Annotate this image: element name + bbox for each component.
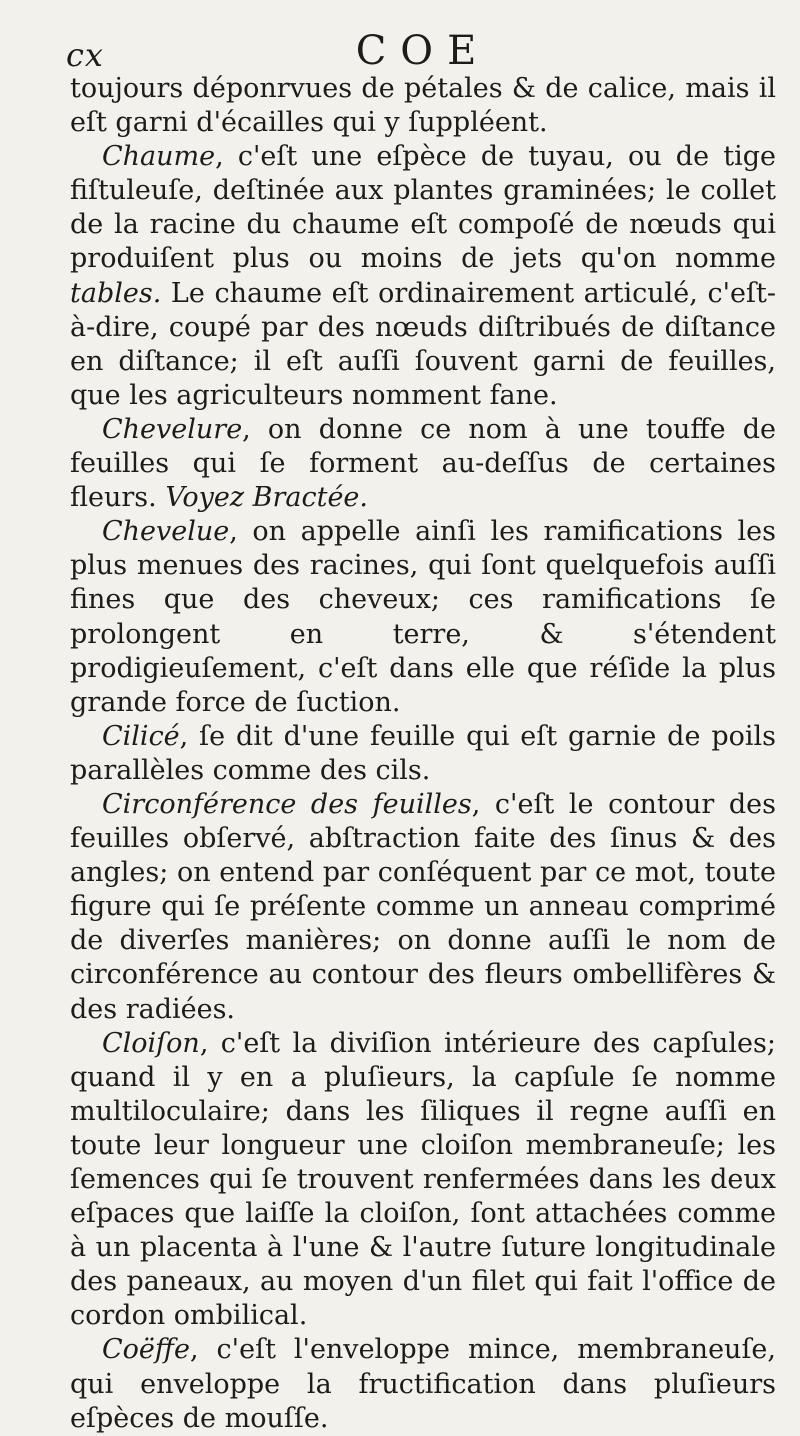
entry-term: Chevelue bbox=[102, 516, 230, 548]
entry-text: , on donne ce nom à une touffe de feuilles qui ſe forment au-deſſus de certaines fleurs. bbox=[70, 413, 776, 514]
entry-term: Cloiſon bbox=[102, 1027, 200, 1059]
entry-text-continued: Le chaume eſt ordinairement articulé, c'eſt-à-dire, coupé par des nœuds diſtribués de diſtance en diſtance; il eſt auſſi ſouvent garni de feuilles, que les agriculteurs nomment fane. bbox=[70, 277, 776, 411]
entry-italic-word: tables. bbox=[70, 277, 162, 309]
entry-cross-reference: Voyez Bractée. bbox=[165, 482, 368, 514]
entry-text: toujours déponrvues de pétales & de calice, mais il eſt garni d'écailles qui y ſuppléent. bbox=[70, 73, 776, 139]
entry-text: , on appelle ainſi les ramifications les plus menues des racines, qui ſont quelquefois auſſi fines que des cheveux; ces ramifications ſe prolongent en terre, & s'étendent prodigieuſement, c'eſt dans elle que réſide la plus grande force de ſuction. bbox=[70, 516, 776, 718]
entry-term: Coëffe bbox=[102, 1334, 191, 1366]
entry-coeffe bbox=[70, 1333, 776, 1435]
entry-term: Circonférence des feuilles bbox=[102, 788, 472, 820]
running-head: COE bbox=[355, 28, 491, 74]
entry-term: Chevelure bbox=[102, 413, 243, 445]
page-header bbox=[66, 22, 776, 74]
entry-circonference bbox=[70, 788, 776, 1027]
page-body bbox=[70, 72, 776, 1436]
entry-chevelure bbox=[70, 413, 776, 515]
entry-term: Chaume bbox=[102, 141, 216, 173]
entry-text: , c'eſt l'enveloppe mince, membraneuſe, qui enveloppe la fructification dans pluſieurs eſpèces de mouſſe. bbox=[70, 1334, 776, 1434]
entry-text: , ſe dit d'une feuille qui eſt garnie de poils parallèles comme des cils. bbox=[70, 720, 776, 786]
entry-text: , c'eſt une eſpèce de tuyau, ou de tige fiſtuleuſe, deſtinée aux plantes graminées; le collet de la racine du chaume eſt compoſé de nœuds qui produiſent plus ou moins de jets qu'on nomme bbox=[70, 141, 776, 275]
entry-text: , c'eſt la diviſion intérieure des capſules; quand il y en a pluſieurs, la capſule ſe nomme multiloculaire; dans les ſiliques il regne auſſi en toute leur longueur une cloiſon membraneuſe; les ſemences qui ſe trouvent renfermées dans les deux eſpaces que laiſſe la cloiſon, ſont attachées comme à un placenta à l'une & l'autre ſuture longitudinale des paneaux, au moyen d'un filet qui fait l'office de cordon ombilical. bbox=[70, 1027, 776, 1332]
entry-continuation bbox=[70, 72, 776, 140]
entry-cilice bbox=[70, 720, 776, 788]
page-number: cx bbox=[66, 36, 104, 74]
entry-term: Cilicé bbox=[102, 720, 180, 752]
entry-chevelue bbox=[70, 515, 776, 720]
entry-cloison bbox=[70, 1027, 776, 1334]
entry-chaume bbox=[70, 140, 776, 413]
entry-text: , c'eſt le contour des feuilles obſervé, abſtraction faite des ſinus & des angles; on entend par conſéquent par ce mot, toute figure qui ſe préſente comme un anneau comprimé de diverſes manières; on donne auſſi le nom de circonférence au contour des fleurs ombellifères & des radiées. bbox=[70, 788, 776, 1025]
